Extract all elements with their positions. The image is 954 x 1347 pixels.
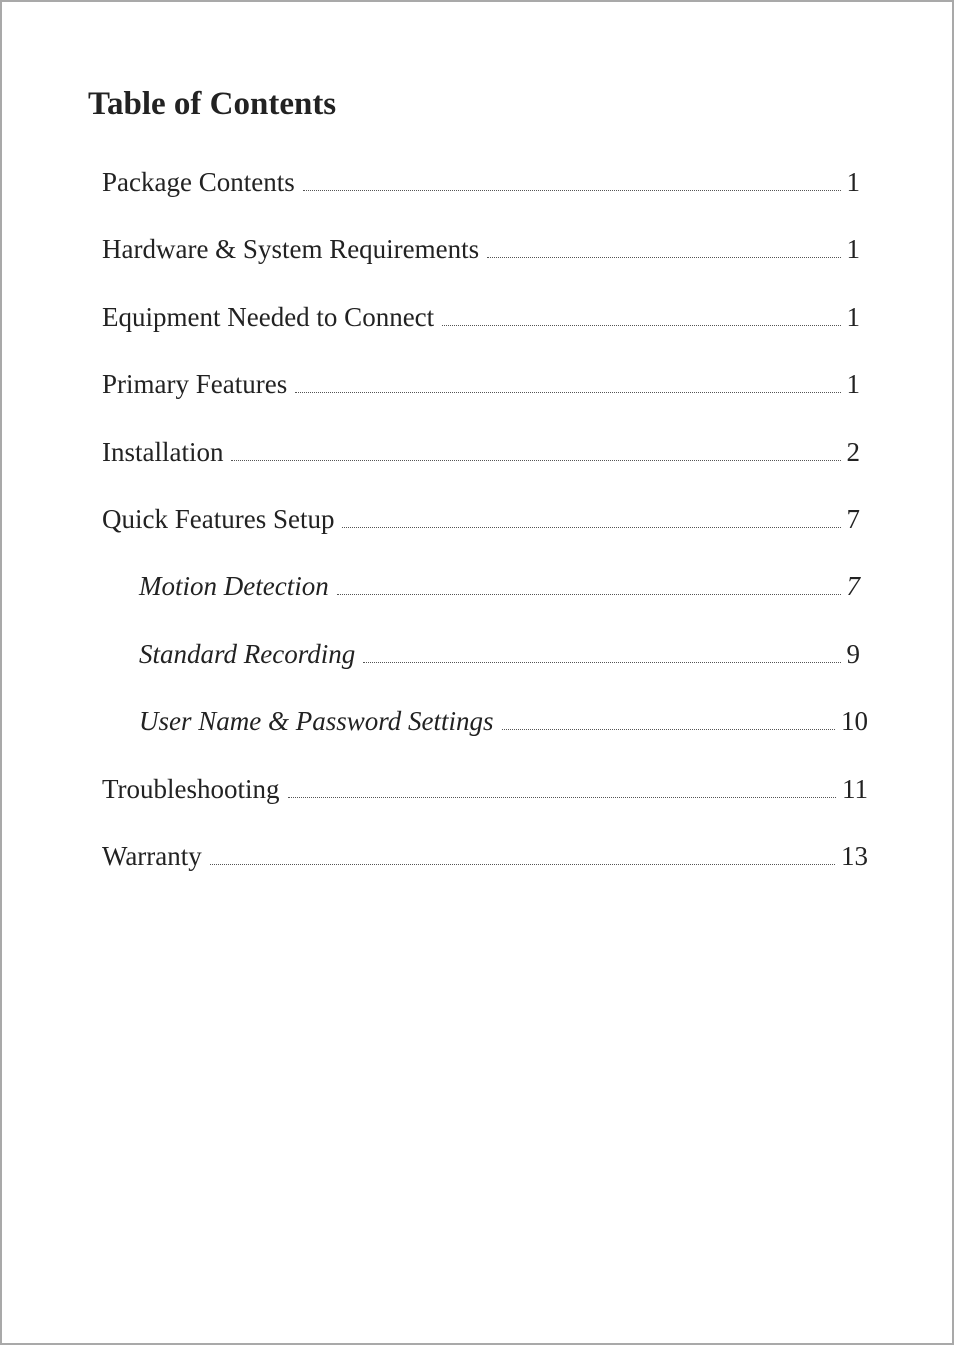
toc-entry-installation[interactable] bbox=[102, 434, 860, 470]
toc-entry-equipment-needed[interactable] bbox=[102, 299, 860, 335]
toc-entry-label: Troubleshooting bbox=[102, 774, 280, 804]
dot-leader bbox=[288, 796, 836, 798]
dot-leader bbox=[210, 863, 835, 865]
dot-leader bbox=[442, 324, 840, 326]
page-title: Table of Contents bbox=[88, 86, 337, 122]
toc-list bbox=[2, 2, 954, 1347]
toc-entry-hardware-system-requirements[interactable] bbox=[102, 231, 860, 267]
toc-entry-quick-features-setup[interactable] bbox=[102, 501, 860, 537]
toc-entry-page-number: 11 bbox=[842, 774, 868, 804]
toc-entry-label: Primary Features bbox=[102, 369, 288, 399]
toc-entry-warranty[interactable] bbox=[102, 838, 868, 874]
toc-entry-page-number: 13 bbox=[841, 841, 868, 871]
dot-leader bbox=[295, 391, 840, 393]
dot-leader bbox=[502, 728, 835, 730]
toc-entry-page-number: 7 bbox=[846, 571, 860, 601]
dot-leader bbox=[337, 593, 841, 595]
toc-entry-user-name-password-settings[interactable] bbox=[139, 703, 868, 739]
dot-leader bbox=[487, 256, 840, 258]
toc-entry-page-number: 1 bbox=[846, 167, 860, 197]
toc-entry-label: Motion Detection bbox=[139, 571, 329, 601]
dot-leader bbox=[363, 661, 840, 663]
toc-entry-troubleshooting[interactable] bbox=[102, 771, 868, 807]
toc-entry-primary-features[interactable] bbox=[102, 366, 860, 402]
toc-entry-label: Hardware & System Requirements bbox=[102, 234, 480, 264]
toc-entry-page-number: 1 bbox=[846, 302, 860, 332]
dot-leader bbox=[303, 189, 841, 191]
toc-entry-label: Equipment Needed to Connect bbox=[102, 302, 435, 332]
toc-entry-page-number: 2 bbox=[846, 437, 860, 467]
toc-entry-label: User Name & Password Settings bbox=[139, 706, 494, 736]
toc-entry-page-number: 10 bbox=[841, 706, 868, 736]
dot-leader bbox=[342, 526, 840, 528]
toc-entry-label: Quick Features Setup bbox=[102, 504, 335, 534]
toc-entry-page-number: 9 bbox=[846, 639, 860, 669]
toc-entry-motion-detection[interactable] bbox=[139, 568, 860, 604]
toc-entry-standard-recording[interactable] bbox=[139, 636, 860, 672]
toc-entry-package-contents[interactable] bbox=[102, 164, 860, 200]
dot-leader bbox=[231, 459, 840, 461]
toc-entry-page-number: 7 bbox=[846, 504, 860, 534]
toc-entry-page-number: 1 bbox=[846, 369, 860, 399]
toc-entry-page-number: 1 bbox=[846, 234, 860, 264]
toc-entry-label: Warranty bbox=[102, 841, 202, 871]
toc-entry-label: Installation bbox=[102, 437, 224, 467]
toc-entry-label: Standard Recording bbox=[139, 639, 356, 669]
toc-entry-label: Package Contents bbox=[102, 167, 295, 197]
